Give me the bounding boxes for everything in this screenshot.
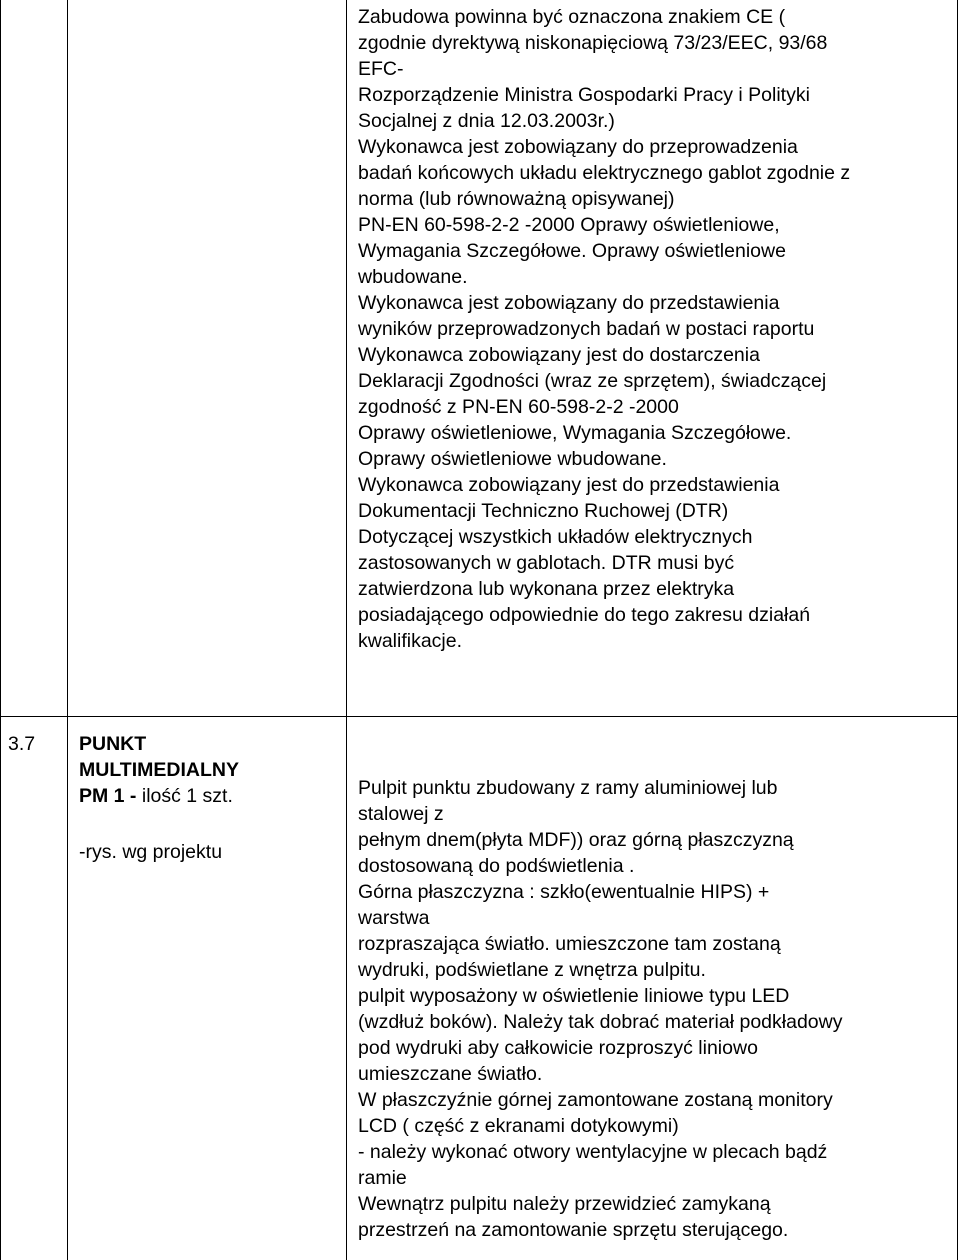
- item-title-line: MULTIMEDIALNY: [79, 759, 239, 781]
- text-line: norma (lub równoważną opisywanej): [358, 188, 675, 210]
- text-line: Wymagania Szczegółowe. Oprawy oświetleniowe: [358, 240, 786, 262]
- text-line: PN-EN 60-598-2-2 -2000 Oprawy oświetleniowe,: [358, 214, 780, 236]
- text-line: Rozporządzenie Ministra Gospodarki Pracy i Polityki: [358, 84, 810, 106]
- item-code: PM 1 -: [79, 785, 137, 807]
- text-line: (wzdłuż boków). Należy tak dobrać materiał podkładowy: [358, 1011, 843, 1033]
- text-line: wbudowane.: [358, 266, 468, 288]
- text-line: wydruki, podświetlane z wnętrza pulpitu.: [358, 959, 706, 981]
- text-line: przestrzeń na zamontowanie sprzętu sterującego.: [358, 1219, 789, 1241]
- text-line: warstwa: [358, 907, 430, 929]
- text-line: posiadającego odpowiednie do tego zakresu działań: [358, 604, 811, 626]
- text-line: kwalifikacje.: [358, 630, 463, 652]
- table-border-right: [957, 0, 958, 1260]
- text-line: EFC-: [358, 58, 404, 80]
- text-line: Wewnątrz pulpitu należy przewidzieć zamykaną: [358, 1193, 771, 1215]
- text-line: Zabudowa powinna być oznaczona znakiem CE (: [358, 6, 786, 28]
- text-line: LCD ( część z ekranami dotykowymi): [358, 1115, 679, 1137]
- row-divider: [0, 716, 958, 717]
- text-line: W płaszczyźnie górnej zamontowane zostaną monitory: [358, 1089, 833, 1111]
- text-line: umieszczane światło.: [358, 1063, 543, 1085]
- text-line: Dotyczącej wszystkich układów elektrycznych: [358, 526, 753, 548]
- text-line: Wykonawca jest zobowiązany do przedstawienia: [358, 292, 780, 314]
- text-line: ramie: [358, 1167, 407, 1189]
- column-divider-1: [67, 0, 68, 1260]
- text-line: Socjalnej z dnia 12.03.2003r.): [358, 110, 615, 132]
- item-description: [358, 775, 842, 1243]
- text-line: pulpit wyposażony w oświetlenie liniowe typu LED: [358, 985, 790, 1007]
- text-line: Oprawy oświetleniowe wbudowane.: [358, 448, 667, 470]
- upper-description: [358, 4, 850, 654]
- text-line: rozpraszająca światło. umieszczone tam zostaną: [358, 933, 781, 955]
- item-title: [79, 731, 239, 809]
- text-line: Wykonawca zobowiązany jest do przedstawienia: [358, 474, 780, 496]
- text-line: pełnym dnem(płyta MDF)) oraz górną płaszczyzną: [358, 829, 794, 851]
- text-line: zgodność z PN-EN 60-598-2-2 -2000: [358, 396, 679, 418]
- item-title-line: PUNKT: [79, 733, 147, 755]
- text-line: badań końcowych układu elektrycznego gablot zgodnie z: [358, 162, 851, 184]
- text-line: wyników przeprowadzonych badań w postaci raportu: [358, 318, 815, 340]
- text-line: zatwierdzona lub wykonana przez elektryka: [358, 578, 735, 600]
- text-line: Deklaracji Zgodności (wraz ze sprzętem), świadczącej: [358, 370, 827, 392]
- text-line: - należy wykonać otwory wentylacyjne w plecach bądź: [358, 1141, 828, 1163]
- text-line: zastosowanych w gablotach. DTR musi być: [358, 552, 735, 574]
- text-line: Górna płaszczyzna : szkło(ewentualnie HIPS) +: [358, 881, 770, 903]
- text-line: Wykonawca jest zobowiązany do przeprowadzenia: [358, 136, 798, 158]
- text-line: Dokumentacji Techniczno Ruchowej (DTR): [358, 500, 729, 522]
- column-divider-2: [346, 0, 347, 1260]
- item-quantity-line: [79, 783, 239, 809]
- item-quantity: ilość 1 szt.: [136, 785, 233, 807]
- text-line: Oprawy oświetleniowe, Wymagania Szczegółowe.: [358, 422, 792, 444]
- text-line: pod wydruki aby całkowicie rozproszyć liniowo: [358, 1037, 758, 1059]
- table-border-left: [0, 0, 1, 1260]
- item-number: 3.7: [8, 733, 36, 755]
- text-line: Wykonawca zobowiązany jest do dostarczenia: [358, 344, 760, 366]
- text-line: stalowej z: [358, 803, 444, 825]
- text-line: zgodnie dyrektywą niskonapięciową 73/23/EEC, 93/68: [358, 32, 828, 54]
- text-line: Pulpit punktu zbudowany z ramy aluminiowej lub: [358, 777, 778, 799]
- drawing-reference: -rys. wg projektu: [79, 841, 223, 863]
- text-line: dostosowaną do podświetlenia .: [358, 855, 635, 877]
